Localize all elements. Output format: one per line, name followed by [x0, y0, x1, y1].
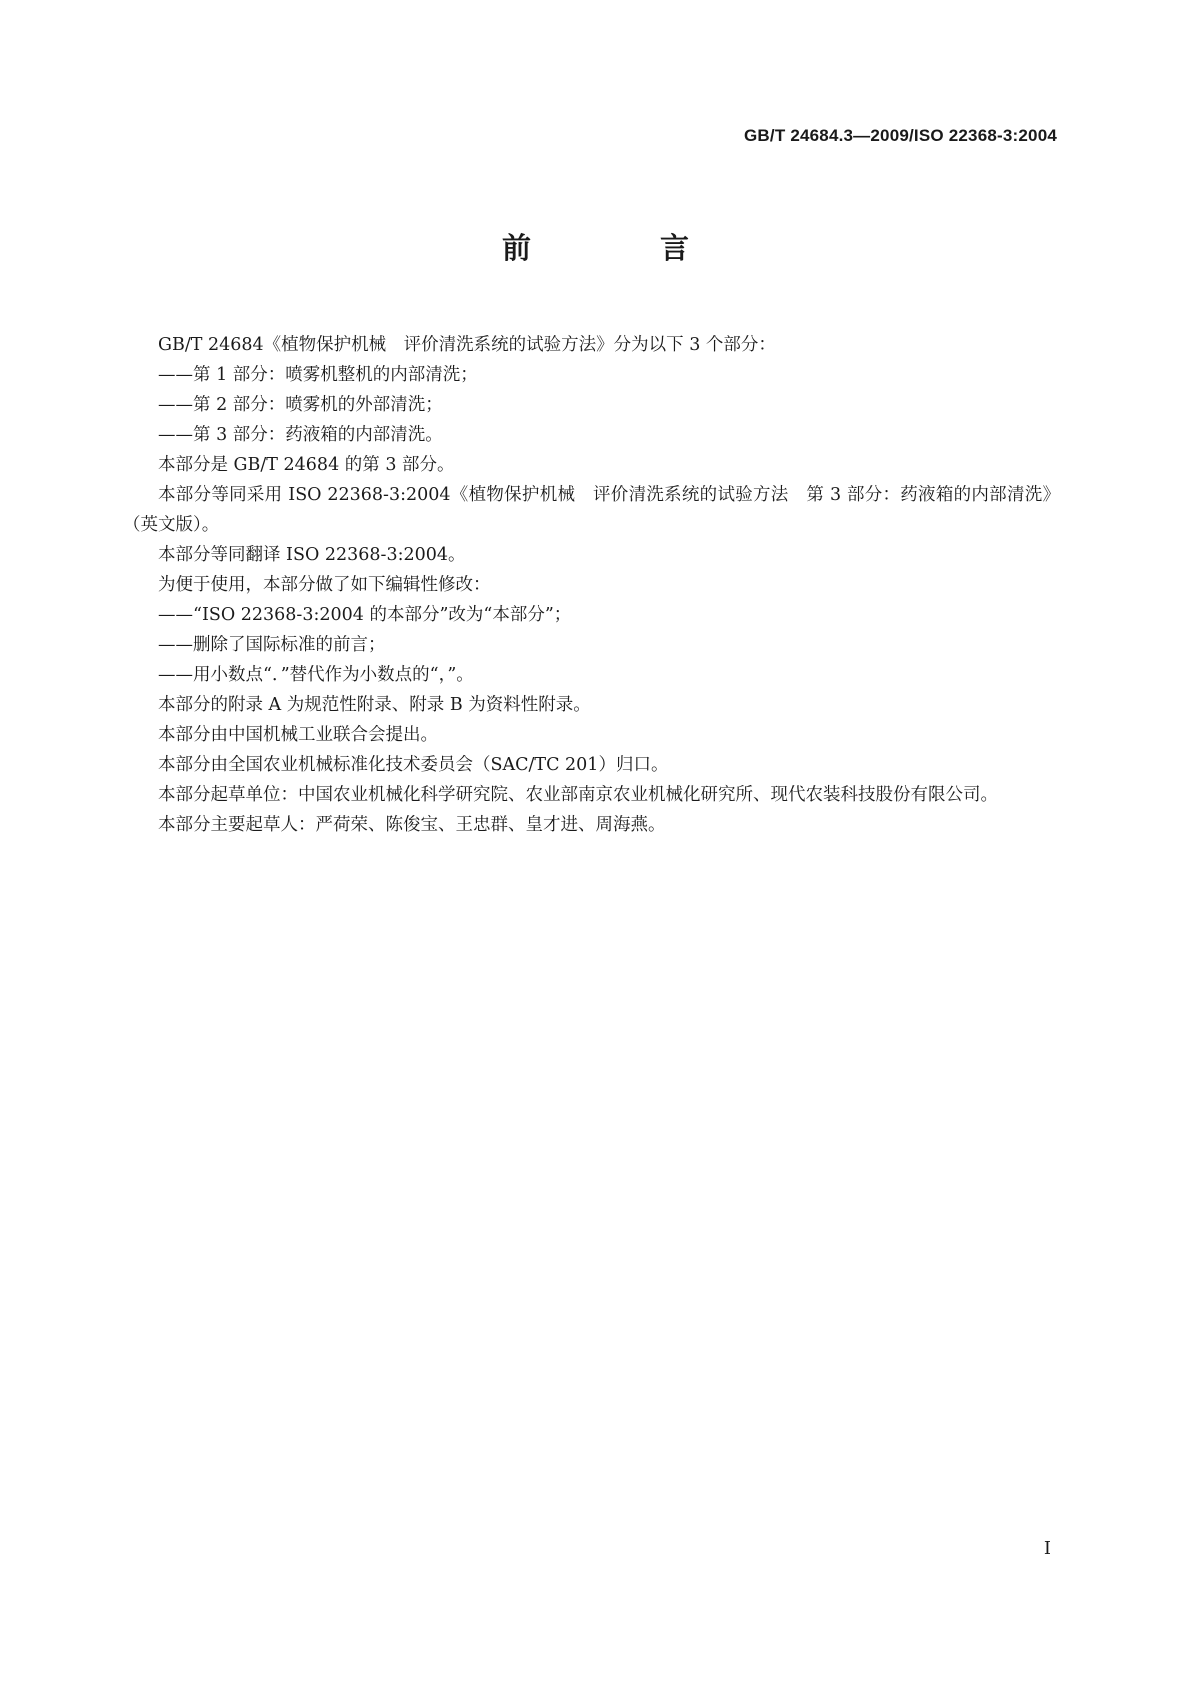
page-number: I [1043, 1538, 1051, 1559]
page-title: 前 言 [501, 231, 739, 265]
list-item-part-1: ——第 1 部分：喷雾机整机的内部清洗； [158, 365, 478, 385]
paragraph-this-part: 本部分是 GB/T 24684 的第 3 部分。 [158, 455, 455, 475]
paragraph-drafters: 本部分主要起草人：严荷荣、陈俊宝、王忠群、皇才进、周海燕。 [158, 815, 666, 835]
paragraph-adoption: 本部分等同采用 ISO 22368-3:2004《植物保护机械 评价清洗系统的试验方法 第 3 部分：药液箱的内部清洗》（英文版）。 [123, 485, 1060, 535]
paragraph-annexes: 本部分的附录 A 为规范性附录、附录 B 为资料性附录。 [158, 695, 591, 715]
preface-body [123, 330, 1060, 840]
paragraph-drafting-units: 本部分起草单位：中国农业机械化科学研究院、农业部南京农业机械化研究所、现代农装科技股份有限公司。 [158, 785, 998, 805]
paragraph-proposed-by: 本部分由中国机械工业联合会提出。 [158, 725, 438, 745]
list-item-edit-3: ——用小数点“．”替代作为小数点的“，”。 [158, 665, 474, 685]
paragraph-parts-intro: GB/T 24684《植物保护机械 评价清洗系统的试验方法》分为以下 3 个部分： [158, 335, 776, 355]
paragraph-centralized-by: 本部分由全国农业机械标准化技术委员会（SAC/TC 201）归口。 [158, 755, 669, 775]
standard-code-header: GB/T 24684.3—2009/ISO 22368-3:2004 [744, 126, 1057, 145]
paragraph-translation: 本部分等同翻译 ISO 22368-3:2004。 [158, 545, 466, 565]
list-item-edit-1: ——“ISO 22368-3:2004 的本部分”改为“本部分”； [158, 605, 572, 625]
list-item-edit-2: ——删除了国际标准的前言； [158, 635, 386, 655]
paragraph-editorial-intro: 为便于使用，本部分做了如下编辑性修改： [158, 575, 491, 595]
list-item-part-2: ——第 2 部分：喷雾机的外部清洗； [158, 395, 443, 415]
list-item-part-3: ——第 3 部分：药液箱的内部清洗。 [158, 425, 443, 445]
